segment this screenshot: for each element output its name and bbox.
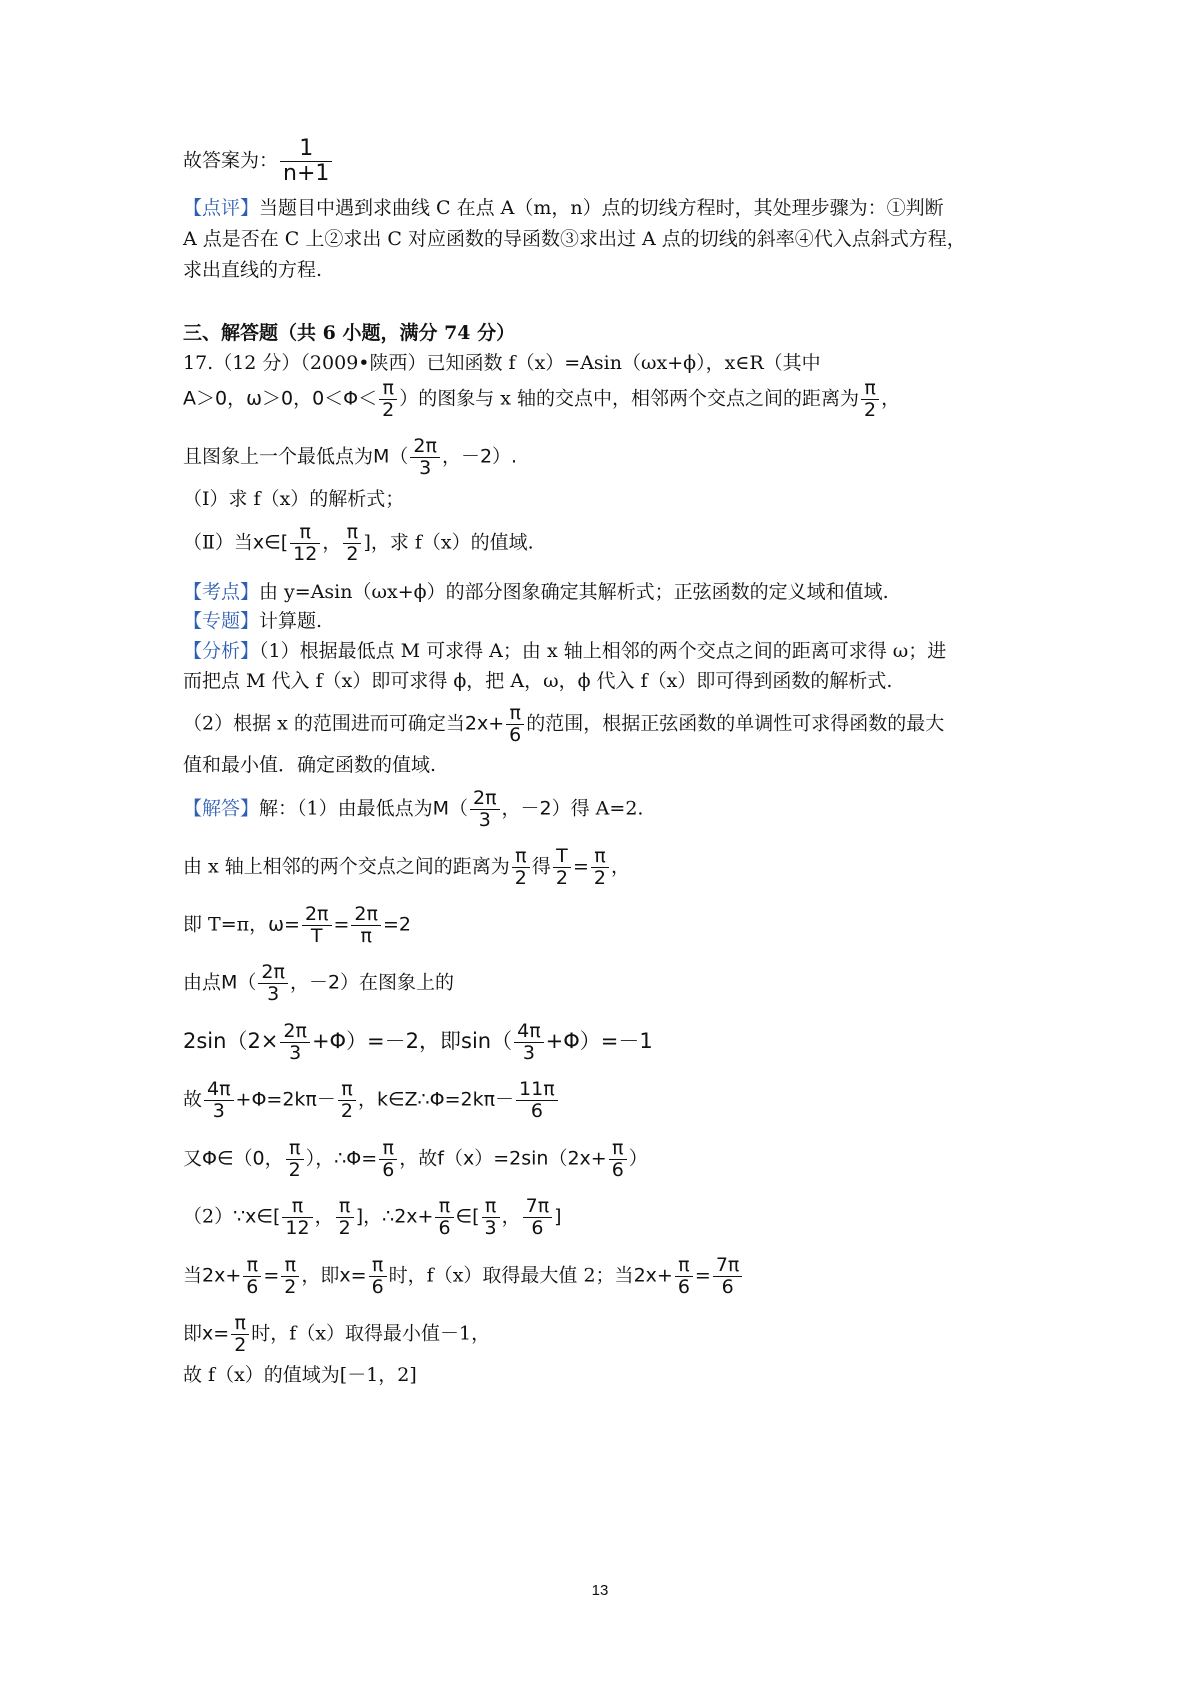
solution-step-2 <box>183 904 411 947</box>
math-text: M（ <box>221 971 257 994</box>
denominator: 2 <box>514 867 527 889</box>
numerator: π <box>281 1255 299 1277</box>
fenxi-text: （2）根据 x 的范围进而可确定当 <box>183 712 465 735</box>
denominator: T <box>310 925 323 947</box>
denominator: 2 <box>338 1217 351 1239</box>
fraction <box>243 1255 261 1298</box>
q17-line-3 <box>183 436 517 479</box>
math-text: M（ <box>432 797 469 820</box>
math-text: x= <box>202 1322 230 1345</box>
math-text: +Φ）=－1 <box>545 1029 653 1053</box>
solution-step-4 <box>183 1021 653 1064</box>
numerator: π <box>369 1255 387 1277</box>
denominator: 12 <box>293 543 318 565</box>
step-text: 时，f（x）取得最大值 2；当 <box>388 1264 634 1287</box>
fenxi-line-4: 值和最小值．确定函数的值域. <box>183 754 437 776</box>
denominator: 3 <box>484 1217 497 1239</box>
denominator: 6 <box>438 1217 451 1239</box>
denominator: π <box>360 925 372 947</box>
jieda-tag: 【解答】 <box>183 797 260 820</box>
math-text: ， <box>322 531 342 554</box>
denominator: n+1 <box>283 161 330 186</box>
math-text: ，故f（x）=2sin（2x+ <box>399 1147 607 1170</box>
denominator: 6 <box>611 1159 624 1181</box>
jieda-text: 得 A=2. <box>570 797 644 820</box>
numerator: 2π <box>280 1021 310 1043</box>
math-text: = <box>694 1264 711 1287</box>
denominator: 3 <box>478 809 491 831</box>
question-text: ）的图象与 x 轴的交点中，相邻两个交点之间的距离为 <box>399 387 860 410</box>
fraction <box>336 1196 354 1239</box>
page-number: 13 <box>591 1582 609 1599</box>
numerator: π <box>482 1196 500 1218</box>
step-text: ， <box>611 855 631 878</box>
fraction <box>435 1196 453 1239</box>
math-text: ]，∴2x+ <box>355 1205 434 1228</box>
solution-step-6 <box>183 1138 648 1181</box>
numerator: π <box>243 1255 261 1277</box>
math-text: ），∴Φ= <box>305 1147 378 1170</box>
math-text: 2x+ <box>202 1264 242 1287</box>
denominator: 3 <box>522 1042 535 1064</box>
comment-line-1 <box>183 193 944 223</box>
numerator: π <box>290 522 320 544</box>
zhuanti-tag: 【专题】 <box>183 610 260 632</box>
denominator: 2 <box>346 543 359 565</box>
fraction <box>514 1021 544 1064</box>
numerator: π <box>338 1079 356 1101</box>
math-text: +Φ）=－2，即sin（ <box>311 1029 513 1053</box>
math-text: ） <box>628 1147 648 1170</box>
math-text: Φ∈（0， <box>202 1147 284 1170</box>
numerator: π <box>512 846 530 868</box>
zhuanti-text: 计算题. <box>259 610 323 632</box>
fraction <box>282 1196 312 1239</box>
numerator: 2π <box>410 436 440 458</box>
comment-text: A 点是否在 C 上②求出 C 对应函数的导函数③求出过 A 点的切线的斜率④代入点斜式方程， <box>183 228 966 250</box>
denominator: 12 <box>285 1217 310 1239</box>
numerator: π <box>343 522 361 544</box>
fraction <box>713 1255 743 1298</box>
step-text: 故 <box>183 1088 203 1111</box>
step-text: 得 <box>531 855 551 878</box>
math-text: ，－2） <box>289 971 360 994</box>
fraction <box>379 378 397 421</box>
numerator: 7π <box>713 1255 743 1277</box>
fraction <box>512 846 530 889</box>
step-text: 时，f（x）取得最小值－1， <box>251 1322 491 1345</box>
section-heading: 三、解答题（共 6 小题，满分 74 分） <box>183 322 516 344</box>
denominator: 6 <box>371 1276 384 1298</box>
question-text: 17.（12 分）（2009•陕西）已知函数 f（x）=Asin（ωx+ϕ），x∈R（其中 <box>183 352 821 374</box>
fraction <box>516 1079 558 1122</box>
jieda-line <box>183 788 643 831</box>
step-text: 当 <box>183 1264 203 1287</box>
fenxi-tag: 【分析】 <box>183 640 260 662</box>
fraction <box>553 846 571 889</box>
solution-step-3 <box>183 962 454 1005</box>
step-text: 在图象上的 <box>359 971 455 994</box>
fraction <box>351 904 381 947</box>
math-text: x∈[ <box>252 531 289 554</box>
question-text: ]，求 f（x）的值域. <box>363 531 534 554</box>
zhuanti-line <box>183 606 322 636</box>
math-text: ] <box>554 1205 562 1228</box>
numerator: π <box>506 703 524 725</box>
numerator: 4π <box>514 1021 544 1043</box>
fraction <box>470 788 500 831</box>
q17-part-1: （Ⅰ）求 f（x）的解析式； <box>183 488 405 510</box>
denominator: 6 <box>246 1276 259 1298</box>
denominator: 6 <box>382 1159 395 1181</box>
comment-tag: 【点评】 <box>183 197 260 219</box>
question-text: 且图象上一个最低点为 <box>183 445 374 468</box>
math-text: +Φ=2kπ－ <box>235 1088 336 1111</box>
step-text: 又 <box>183 1147 203 1170</box>
numerator: 2π <box>470 788 500 810</box>
solution-step-7 <box>183 1196 562 1239</box>
numerator: π <box>861 378 879 400</box>
kaodian-text: 由 y=Asin（ωx+ϕ）的部分图象确定其解析式；正弦函数的定义域和值域. <box>259 581 889 603</box>
math-text: =2 <box>382 913 411 936</box>
fenxi-line-1 <box>183 636 946 666</box>
fenxi-text: 的范围，根据正弦函数的单调性可求得函数的最大 <box>526 712 945 735</box>
fraction <box>506 703 524 746</box>
numerator: π <box>286 1138 304 1160</box>
denominator: 2 <box>288 1159 301 1181</box>
fraction <box>258 962 288 1005</box>
denominator: 6 <box>530 1100 543 1122</box>
fraction <box>591 846 609 889</box>
numerator: 2π <box>302 904 332 926</box>
math-text: A＞0，ω＞0，0＜Φ＜ <box>183 387 378 410</box>
numerator: 1 <box>280 137 332 162</box>
question-text: ， <box>881 387 901 410</box>
numerator: 2π <box>351 904 381 926</box>
step-text: 由 x 轴上相邻的两个交点之间的距离为 <box>183 855 510 878</box>
numerator: π <box>231 1313 249 1335</box>
denominator: 2 <box>593 867 607 889</box>
denominator: 2 <box>234 1334 247 1356</box>
fraction <box>609 1138 627 1181</box>
denominator: 6 <box>677 1276 690 1298</box>
step-text: 即 T=π， <box>183 913 269 936</box>
math-text: = <box>573 855 589 878</box>
fraction <box>286 1138 304 1181</box>
answer-line <box>183 137 334 186</box>
math-text: 2sin（2× <box>183 1029 279 1053</box>
denominator: 2 <box>555 867 568 889</box>
fraction <box>290 522 320 565</box>
numerator: π <box>282 1196 312 1218</box>
numerator: π <box>609 1138 627 1160</box>
fraction <box>302 904 332 947</box>
fraction <box>410 436 440 479</box>
fraction <box>281 1255 299 1298</box>
numerator: 4π <box>204 1079 234 1101</box>
q17-line-2 <box>183 378 900 421</box>
denominator: 2 <box>340 1100 353 1122</box>
jieda-text: 解：（1）由最低点为 <box>259 797 433 820</box>
fraction <box>379 1138 397 1181</box>
numerator: T <box>553 846 571 868</box>
denominator: 2 <box>284 1276 297 1298</box>
numerator: π <box>379 1138 397 1160</box>
step-text: （2） <box>183 1205 234 1228</box>
comment-text: 当题目中遇到求曲线 C 在点 A（m，n）点的切线方程时，其处理步骤为：①判断 <box>259 197 944 219</box>
fraction <box>204 1079 234 1122</box>
math-text: ，k∈Z∴Φ=2kπ－ <box>357 1088 515 1111</box>
solution-step-1 <box>183 846 630 889</box>
comment-line-3 <box>183 255 322 285</box>
math-text: = <box>263 1264 280 1287</box>
numerator: π <box>675 1255 693 1277</box>
denominator: 6 <box>531 1217 544 1239</box>
fenxi-line-3 <box>183 703 944 746</box>
numerator: π <box>336 1196 354 1218</box>
math-text: 2x+ <box>464 712 505 735</box>
fraction <box>231 1313 249 1356</box>
comment-text: 求出直线的方程. <box>183 259 323 281</box>
fraction <box>861 378 879 421</box>
math-text: 2x+ <box>633 1264 673 1287</box>
denominator: 3 <box>267 983 280 1005</box>
math-text: ∈[ <box>455 1205 480 1228</box>
math-text: ，－2） <box>501 797 571 820</box>
numerator: π <box>379 378 397 400</box>
solution-step-5 <box>183 1079 560 1122</box>
numerator: 11π <box>516 1079 558 1101</box>
fraction <box>280 137 332 186</box>
q17-line-1 <box>183 348 821 378</box>
answer-prefix: 故答案为： <box>183 149 279 172</box>
numerator: 7π <box>523 1196 553 1218</box>
kaodian-line <box>183 577 889 607</box>
numerator: π <box>435 1196 453 1218</box>
comment-line-2 <box>183 224 966 254</box>
step-text: ，即 <box>301 1264 340 1287</box>
step-text: 由点 <box>183 971 222 994</box>
math-text: x= <box>339 1264 367 1287</box>
step-text: 即 <box>183 1322 203 1345</box>
numerator: 2π <box>258 962 288 984</box>
math-text: ∵x∈[ <box>233 1205 281 1228</box>
math-text: ， <box>314 1205 334 1228</box>
denominator: 2 <box>864 399 877 421</box>
math-text: = <box>333 913 350 936</box>
denominator: 6 <box>721 1276 734 1298</box>
math-text: ，－2）. <box>441 445 518 468</box>
denominator: 2 <box>382 399 395 421</box>
denominator: 3 <box>419 457 432 479</box>
fraction <box>280 1021 310 1064</box>
fraction <box>482 1196 500 1239</box>
question-text: （Ⅱ）当 <box>183 531 253 554</box>
math-text: ， <box>501 1205 521 1228</box>
fenxi-text: （1）根据最低点 M 可求得 A；由 x 轴上相邻的两个交点之间的距离可求得 ω；进 <box>259 640 947 662</box>
fraction <box>343 522 361 565</box>
math-text: M（ <box>373 445 409 468</box>
numerator: π <box>591 846 609 868</box>
fraction <box>675 1255 693 1298</box>
kaodian-tag: 【考点】 <box>183 581 260 603</box>
denominator: 3 <box>289 1042 302 1064</box>
solution-conclusion: 故 f（x）的值域为[－1，2] <box>183 1364 417 1386</box>
fraction <box>338 1079 356 1122</box>
fraction <box>523 1196 553 1239</box>
math-text: ω= <box>268 913 300 936</box>
denominator: 3 <box>212 1100 225 1122</box>
solution-step-9 <box>183 1313 490 1356</box>
fenxi-line-2: 而把点 M 代入 f（x）即可求得 ϕ，把 A，ω，ϕ 代入 f（x）即可得到函数的解析式. <box>183 670 893 692</box>
fraction <box>369 1255 387 1298</box>
denominator: 6 <box>509 724 522 746</box>
solution-step-8 <box>183 1255 744 1298</box>
q17-part-2 <box>183 522 534 565</box>
